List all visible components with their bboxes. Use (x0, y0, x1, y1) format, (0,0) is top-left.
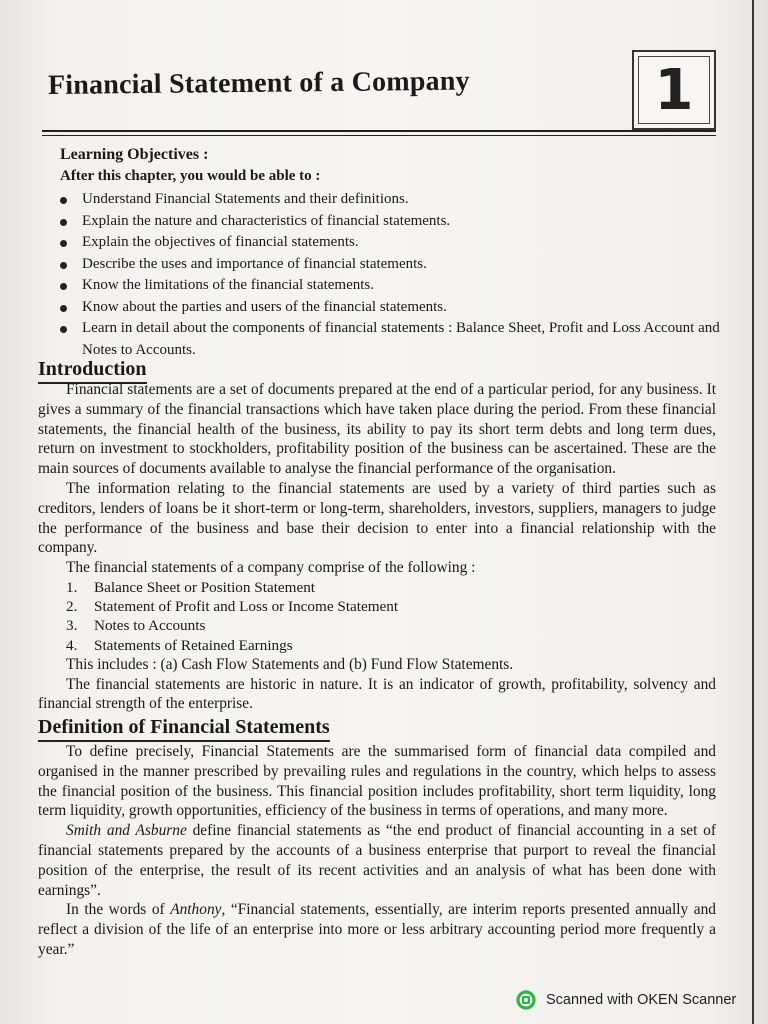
learning-objectives (60, 144, 720, 361)
list-item: Learn in detail about the components of financial statements : Balance Sheet, Profit and Loss Account and Notes to Accounts. (60, 318, 720, 361)
components-intro: The financial statements of a company comprise of the following : (66, 559, 476, 577)
scanner-logo-icon (516, 990, 536, 1010)
list-item: Know the limitations of the financial statements. (60, 275, 720, 297)
definition-paragraph-3: In the words of Anthony, “Financial statements, essentially, are interim reports presented annually and reflect a division of the life of an enterprise into more or less arbitrary accounting period more frequently a year.” (38, 901, 716, 958)
chapter-number-box (632, 50, 716, 130)
list-item: 4. Statements of Retained Earnings (66, 636, 293, 654)
chapter-title: Financial Statement of a Company (47, 65, 470, 101)
scanner-watermark-text: Scanned with OKEN Scanner (546, 992, 737, 1008)
introduction-body (38, 380, 716, 714)
author-name: Anthony (170, 901, 222, 919)
scanner-watermark (516, 990, 736, 1010)
intro-paragraph-1: Financial statements are a set of documents prepared at the end of a particular period, for any business. It gives a summary of the financial transactions which have taken place during the period. From these financial statements, the financial health of the business, its ability to pay its short term debts and long term dues, return on investment to stockholders, profitability position of the business can be ascertained. These are the main sources of documents available to analyse the financial performance of the organisation. (38, 381, 716, 478)
list-item: Know about the parties and users of the financial statements. (60, 297, 720, 319)
list-item: 3. Notes to Accounts (66, 617, 206, 635)
intro-paragraph-2: The information relating to the financial statements are used by a variety of third parties such as creditors, lenders of loans be it short-term or long-term, shareholders, investors, suppliers, managers to judge the performance of the business and base their decision to enter into a financial relationship with the company. (38, 479, 716, 557)
objectives-intro: After this chapter, you would be able to : (60, 167, 321, 184)
intro-paragraph-3: The financial statements are historic in nature. It is an indicator of growth, profitability, solvency and financial strength of the enterprise. (38, 675, 716, 713)
objectives-list (60, 189, 720, 361)
list-item: 1. Balance Sheet or Position Statement (66, 578, 316, 596)
includes-line: This includes : (a) Cash Flow Statements and (b) Fund Flow Statements. (66, 655, 514, 673)
definition-paragraph-2: Smith and Asburne define financial statements as “the end product of financial accounting in a set of financial statements prepared by the accounts of a business enterprise that purport to reveal the financial position of the enterprise, the result of its recent activities and an analysis of what has been done with earnings”. (38, 822, 717, 899)
list-item: Describe the uses and importance of financial statements. (60, 254, 720, 276)
chapter-number: 1 (654, 57, 694, 123)
list-item: Explain the objectives of financial statements. (60, 232, 720, 254)
title-rule-thin (42, 135, 716, 136)
definition-paragraph-1: To define precisely, Financial Statements are the summarised form of financial data compiled and organised in the manner prescribed by prevailing rules and regulations in the country, which helps to assess the financial position of the business. This financial position includes profitability, short term liquidity, long term liquidity, growth opportunities, efficiency of the business in terms of operations, and many more. (38, 743, 716, 820)
definition-body (38, 742, 716, 960)
page-edge (752, 0, 754, 1024)
definition-heading: Definition of Financial Statements (38, 716, 330, 742)
author-name: Smith and Asburne (66, 822, 187, 840)
list-item: Understand Financial Statements and their definitions. (60, 189, 720, 211)
components-list (38, 578, 716, 655)
introduction-heading: Introduction (38, 358, 147, 384)
list-item: Explain the nature and characteristics of financial statements. (60, 211, 720, 233)
objectives-heading: Learning Objectives : (60, 146, 209, 163)
title-rule (42, 130, 716, 132)
list-item: 2. Statement of Profit and Loss or Income Statement (66, 598, 399, 616)
